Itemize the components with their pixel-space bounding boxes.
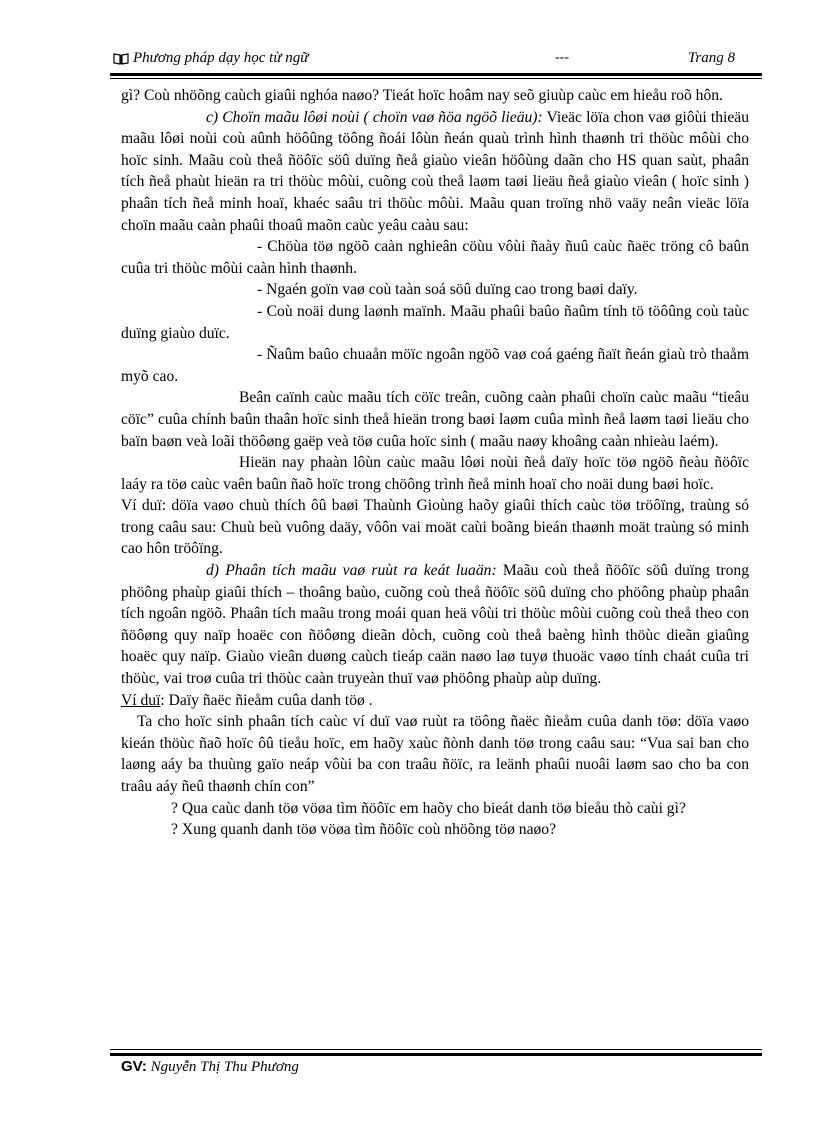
page-footer (121, 1058, 299, 1076)
page-number: Trang 8 (687, 50, 735, 66)
page-header (113, 50, 763, 72)
question-item: ? Qua caùc danh töø vöøa tìm ñöôïc em haõy cho bieát danh töø bieåu thò caùi gì? (171, 799, 686, 817)
header-rule-thick (110, 73, 762, 76)
requirement-item: - Chöùa töø ngöõ caàn nghieân cöùu vôùi ñaày ñuû caùc ñaëc tröng cô baûn cuûa tri thöùc môùi caàn hình thaønh. (121, 238, 749, 277)
paragraph-example-thanh-giong: Ví duï: döïa vaøo chuù thích ôû baøi Thaùnh Gioùng haõy giaûi thích caùc töø tröôïng, traùng só trong caâu sau: Chuù beù vuông daäy, vôôn vai moät caùi boãng bieán thaønh moät traùng só minh cao hôn tröôïng. (121, 497, 749, 558)
paragraph-sample-source: Hieän nay phaàn lôùn caùc maãu lôøi noùi ñeå daïy hoïc töø ngöõ ñeàu ñöôïc laáy ra töø caùc vaên baûn ñaõ hoïc trong chöông trình ñeå minh hoaï cho noäi dung baøi hoïc. (121, 454, 749, 493)
paragraph-section-d (121, 560, 749, 690)
paragraph-negative-samples: Beân caïnh caùc maãu tích cöïc treân, cuõng caàn phaûi choïn caùc maãu “tieâu cöïc” cuûa chính baûn thaân hoïc sinh theå hieän trong baøi laøm cuûa mình ñeå laøm taøi lieäu cho baïn baøn veà loãi thöôøng gaëp veà töø cuûa hoïc sinh ( maãu naøy khoâng caàn nhieàu laém). (121, 389, 749, 450)
section-c-text: Vieäc löïa chon vaø giôùi thieäu maãu lôøi noùi coù aûnh höôûng töông ñoái lôùn ñeán quaù trình hình thaønh tri thöùc môùi cho hoïc sinh. Maãu coù theå ñöôïc söû duïng ñeå giaùo vieân höôùng daãn cho HS quan saùt, phaân tích ñeå phaùt hieän ra tri thöùc môùi, cuõng coù theå laøm taøi lieäu ñeå giaùo vieân ( hoïc sinh ) phaân tích ñeå minh hoaï, khaéc saâu tri thöùc môùi. Maãu quan troïng nhö vaäy neân vieäc löïa choïn maãu caàn phaûi thoaû maõn caùc yeâu caàu sau: (121, 108, 749, 234)
header-rule-thin (110, 78, 762, 79)
paragraph-intro: gì? Coù nhöõng caùch giaûi nghóa naøo? Tieát hoïc hoâm nay seõ giuùp caùc em hieåu roõ hôn. (121, 87, 723, 104)
paragraph-section-c (121, 107, 749, 237)
requirement-item: - Ñaûm baûo chuaån möïc ngoân ngöõ vaø coá gaéng ñaït ñeán giaù trò thaåm myõ cao. (121, 346, 749, 385)
footer-rule-thick (110, 1053, 762, 1056)
teacher-label: GV: (121, 1058, 147, 1075)
requirement-item: - Coù noäi dung laønh maïnh. Maãu phaûi baûo ñaûm tính tö töôûng coù taùc duïng giaùo duïc. (121, 302, 749, 342)
subhead-c: c) Choïn maãu lôøi noùi ( choïn vaø ñöa ngöõ lieäu): (206, 108, 543, 126)
header-title: Phương pháp dạy học từ ngữ (133, 50, 309, 66)
example-label: Ví duï (121, 691, 161, 709)
paragraph-noun-analysis: Ta cho hoïc sinh phaân tích caùc ví duï vaø ruùt ra töông ñaëc ñieåm cuûa danh töø: döïa vaøo kieán thöùc ñaõ hoïc ôû tieåu hoïc, em haõy xaùc ñònh danh töø trong caâu sau: “Vua sai ban cho laøng aáy ba thuùng gaïo neáp vôùi ba con traâu ñöïc, ra leänh phaûi nuoâi laøm sao cho ba con traâu aáy ñeû thaønh chín con” (121, 713, 749, 795)
question-item: ? Xung quanh danh töø vöøa tìm ñöôïc coù nhöõng töø naøo? (171, 821, 557, 839)
paragraph-example-noun (121, 690, 749, 712)
subhead-d: d) Phaân tích maãu vaø ruùt ra keát luaän: (206, 562, 497, 580)
header-separator: --- (555, 50, 569, 65)
requirement-item: - Ngaén goïn vaø coù taàn soá söû duïng cao trong baøi daïy. (257, 281, 638, 299)
footer-rule-thin (110, 1049, 762, 1050)
document-body (121, 85, 749, 841)
section-d-text: Maãu coù theå ñöôïc söû duïng trong phöông phaùp giaûi thích – thoâng baùo, cuõng coù theå ñöôïc söû duïng cho phöông phaùp phaân tích ngoân ngöõ. Phaân tích maãu trong moái quan heä vôùi tri thöùc môùi cuõng coù theå theo con ñöôøng quy naïp hoaëc con ñöôøng dieãn dòch, cuõng coù theå baèng hình thöùc dieãn giaûng hoaëc quy naïp. Giaùo vieân duøng caùch tieáp caän naøo laø tuyø thuoäc vaøo tính chaát cuûa tri thöùc, vai troø cuûa tri thöùc caàn truyeàn thuï vaø phöông phaùp aùp duïng. (121, 562, 749, 688)
teacher-name: Nguyễn Thị Thu Phương (150, 1059, 299, 1075)
example-text: : Daïy ñaëc ñieåm cuûa danh töø . (160, 691, 373, 709)
book-icon (113, 53, 129, 65)
